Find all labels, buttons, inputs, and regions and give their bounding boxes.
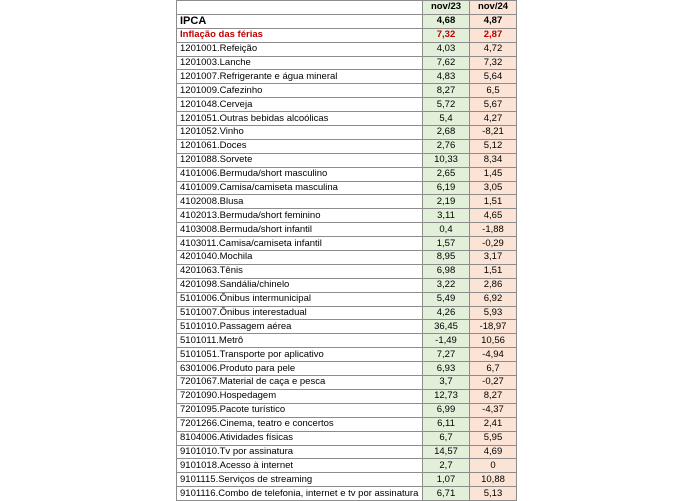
nov24-value-cell[interactable]: 2,41 — [470, 417, 517, 431]
table-row — [177, 445, 517, 459]
nov23-value-cell[interactable]: 1,57 — [423, 237, 470, 251]
item-label-cell[interactable]: 1201001.Refeição — [177, 42, 423, 56]
table-row — [177, 112, 517, 126]
ipca-label-cell[interactable]: IPCA — [177, 14, 423, 28]
nov23-value-cell[interactable]: 4,26 — [423, 306, 470, 320]
nov23-value-cell[interactable]: 7,27 — [423, 348, 470, 362]
item-label-cell[interactable]: 4101009.Camisa/camiseta masculina — [177, 181, 423, 195]
nov23-value-cell[interactable]: 4,03 — [423, 42, 470, 56]
nov24-value-cell[interactable]: 8,27 — [470, 389, 517, 403]
nov24-value-cell[interactable]: 5,64 — [470, 70, 517, 84]
nov23-value-cell[interactable]: 12,73 — [423, 389, 470, 403]
nov24-value-cell[interactable]: 5,95 — [470, 431, 517, 445]
nov23-value-cell[interactable]: 6,99 — [423, 403, 470, 417]
nov23-value-cell[interactable]: 5,72 — [423, 98, 470, 112]
inflation-table — [176, 0, 517, 501]
nov23-value-cell[interactable]: 2,76 — [423, 139, 470, 153]
nov24-value-cell[interactable]: 5,13 — [470, 487, 517, 501]
nov23-value-cell[interactable]: 3,22 — [423, 278, 470, 292]
nov23-value-cell[interactable]: 7,62 — [423, 56, 470, 70]
item-label-cell[interactable]: 4102008.Blusa — [177, 195, 423, 209]
nov24-value-cell[interactable]: 6,7 — [470, 362, 517, 376]
table-row — [177, 167, 517, 181]
table-row — [177, 264, 517, 278]
table-row — [177, 209, 517, 223]
item-label-cell[interactable]: 9101018.Acesso à internet — [177, 459, 423, 473]
nov23-value-cell[interactable]: 3,11 — [423, 209, 470, 223]
item-label-cell[interactable]: 5101006.Ônibus intermunicipal — [177, 292, 423, 306]
table-row — [177, 126, 517, 140]
ferias-nov24-cell[interactable]: 2,87 — [470, 28, 517, 42]
nov23-value-cell[interactable]: 6,11 — [423, 417, 470, 431]
item-label-cell[interactable]: 1201048.Cerveja — [177, 98, 423, 112]
ferias-nov23-cell[interactable]: 7,32 — [423, 28, 470, 42]
nov24-value-cell[interactable]: 3,17 — [470, 251, 517, 265]
table-row — [177, 403, 517, 417]
nov24-value-cell[interactable]: -1,88 — [470, 223, 517, 237]
nov24-value-cell[interactable]: 1,51 — [470, 264, 517, 278]
nov23-value-cell[interactable]: 2,7 — [423, 459, 470, 473]
nov24-value-cell[interactable]: -4,94 — [470, 348, 517, 362]
nov23-value-cell[interactable]: 2,68 — [423, 126, 470, 140]
nov23-value-cell[interactable]: 2,19 — [423, 195, 470, 209]
ferias-row — [177, 28, 517, 42]
table-row — [177, 42, 517, 56]
table-row — [177, 195, 517, 209]
table-row — [177, 181, 517, 195]
item-label-cell[interactable]: 1201052.Vinho — [177, 126, 423, 140]
nov23-value-cell[interactable]: -1,49 — [423, 334, 470, 348]
table-row — [177, 320, 517, 334]
nov24-value-cell[interactable]: 4,65 — [470, 209, 517, 223]
ipca-nov24-cell[interactable]: 4,87 — [470, 14, 517, 28]
nov24-value-cell[interactable]: 1,45 — [470, 167, 517, 181]
item-label-cell[interactable]: 4201040.Mochila — [177, 251, 423, 265]
nov24-value-cell[interactable]: 5,12 — [470, 139, 517, 153]
nov23-value-cell[interactable]: 6,71 — [423, 487, 470, 501]
header-nov23-cell[interactable]: nov/23 — [423, 1, 470, 15]
item-label-cell[interactable]: 5101011.Metrô — [177, 334, 423, 348]
nov24-value-cell[interactable]: 1,51 — [470, 195, 517, 209]
nov23-value-cell[interactable]: 5,49 — [423, 292, 470, 306]
nov23-value-cell[interactable]: 8,27 — [423, 84, 470, 98]
nov23-value-cell[interactable]: 1,07 — [423, 473, 470, 487]
nov23-value-cell[interactable]: 2,65 — [423, 167, 470, 181]
nov23-value-cell[interactable]: 4,83 — [423, 70, 470, 84]
nov23-value-cell[interactable]: 6,19 — [423, 181, 470, 195]
table-row — [177, 334, 517, 348]
item-label-cell[interactable]: 6301006.Produto para pele — [177, 362, 423, 376]
table-row — [177, 237, 517, 251]
nov23-value-cell[interactable]: 10,33 — [423, 153, 470, 167]
table-row — [177, 84, 517, 98]
nov24-value-cell[interactable]: 3,05 — [470, 181, 517, 195]
ipca-row — [177, 14, 517, 28]
table-row — [177, 348, 517, 362]
item-label-cell[interactable]: 4103008.Bermuda/short infantil — [177, 223, 423, 237]
table-row — [177, 223, 517, 237]
nov24-value-cell[interactable]: -8,21 — [470, 126, 517, 140]
table-row — [177, 431, 517, 445]
nov24-value-cell[interactable]: -0,27 — [470, 376, 517, 390]
table-row — [177, 487, 517, 501]
nov23-value-cell[interactable]: 3,7 — [423, 376, 470, 390]
item-label-cell[interactable]: 7201266.Cinema, teatro e concertos — [177, 417, 423, 431]
item-label-cell[interactable]: 1201051.Outras bebidas alcoólicas — [177, 112, 423, 126]
item-label-cell[interactable]: 1201007.Refrigerante e água mineral — [177, 70, 423, 84]
nov24-value-cell[interactable]: 7,32 — [470, 56, 517, 70]
ipca-nov23-cell[interactable]: 4,68 — [423, 14, 470, 28]
nov23-value-cell[interactable]: 36,45 — [423, 320, 470, 334]
table-row — [177, 292, 517, 306]
item-label-cell[interactable]: 9101115.Serviços de streaming — [177, 473, 423, 487]
item-label-cell[interactable]: 5101007.Ônibus interestadual — [177, 306, 423, 320]
item-label-cell[interactable]: 4101006.Bermuda/short masculino — [177, 167, 423, 181]
item-label-cell[interactable]: 4103011.Camisa/camiseta infantil — [177, 237, 423, 251]
item-label-cell[interactable]: 5101010.Passagem aérea — [177, 320, 423, 334]
table-row — [177, 459, 517, 473]
item-label-cell[interactable]: 1201061.Doces — [177, 139, 423, 153]
table-row — [177, 389, 517, 403]
table-row — [177, 139, 517, 153]
table-row — [177, 362, 517, 376]
header-item-cell[interactable] — [177, 1, 423, 15]
header-nov24-cell[interactable]: nov/24 — [470, 1, 517, 15]
ferias-label-cell[interactable]: Inflação das férias — [177, 28, 423, 42]
table-row — [177, 70, 517, 84]
nov24-value-cell[interactable]: -4,37 — [470, 403, 517, 417]
nov24-value-cell[interactable]: 10,88 — [470, 473, 517, 487]
table-row — [177, 473, 517, 487]
nov23-value-cell[interactable]: 14,57 — [423, 445, 470, 459]
table-row — [177, 98, 517, 112]
nov24-value-cell[interactable]: 4,27 — [470, 112, 517, 126]
nov24-value-cell[interactable]: 2,86 — [470, 278, 517, 292]
item-label-cell[interactable]: 5101051.Transporte por aplicativo — [177, 348, 423, 362]
table-row — [177, 417, 517, 431]
table-row — [177, 251, 517, 265]
item-label-cell[interactable]: 4201098.Sandália/chinelo — [177, 278, 423, 292]
nov24-value-cell[interactable]: 5,93 — [470, 306, 517, 320]
nov23-value-cell[interactable]: 6,98 — [423, 264, 470, 278]
item-label-cell[interactable]: 7201090.Hospedagem — [177, 389, 423, 403]
nov23-value-cell[interactable]: 6,93 — [423, 362, 470, 376]
nov24-value-cell[interactable]: -18,97 — [470, 320, 517, 334]
nov24-value-cell[interactable]: 6,92 — [470, 292, 517, 306]
item-label-cell[interactable]: 4102013.Bermuda/short feminino — [177, 209, 423, 223]
header-row — [177, 1, 517, 15]
table-row — [177, 306, 517, 320]
nov24-value-cell[interactable]: 6,5 — [470, 84, 517, 98]
table-row — [177, 153, 517, 167]
nov23-value-cell[interactable]: 6,7 — [423, 431, 470, 445]
item-label-cell[interactable]: 1201003.Lanche — [177, 56, 423, 70]
item-label-cell[interactable]: 9101010.Tv por assinatura — [177, 445, 423, 459]
item-label-cell[interactable]: 8104006.Atividades físicas — [177, 431, 423, 445]
item-label-cell[interactable]: 1201009.Cafezinho — [177, 84, 423, 98]
nov24-value-cell[interactable]: 4,72 — [470, 42, 517, 56]
table-row — [177, 56, 517, 70]
item-label-cell[interactable]: 7201095.Pacote turístico — [177, 403, 423, 417]
item-label-cell[interactable]: 4201063.Tênis — [177, 264, 423, 278]
table-row — [177, 278, 517, 292]
nov23-value-cell[interactable]: 5,4 — [423, 112, 470, 126]
item-label-cell[interactable]: 9101116.Combo de telefonia, internet e tv por assinatura — [177, 487, 423, 501]
item-label-cell[interactable]: 1201088.Sorvete — [177, 153, 423, 167]
nov23-value-cell[interactable]: 8,95 — [423, 251, 470, 265]
nov24-value-cell[interactable]: 10,56 — [470, 334, 517, 348]
nov24-value-cell[interactable]: 4,69 — [470, 445, 517, 459]
table-row — [177, 376, 517, 390]
item-label-cell[interactable]: 7201067.Material de caça e pesca — [177, 376, 423, 390]
nov24-value-cell[interactable]: 5,67 — [470, 98, 517, 112]
nov24-value-cell[interactable]: -0,29 — [470, 237, 517, 251]
nov23-value-cell[interactable]: 0,4 — [423, 223, 470, 237]
nov24-value-cell[interactable]: 0 — [470, 459, 517, 473]
nov24-value-cell[interactable]: 8,34 — [470, 153, 517, 167]
